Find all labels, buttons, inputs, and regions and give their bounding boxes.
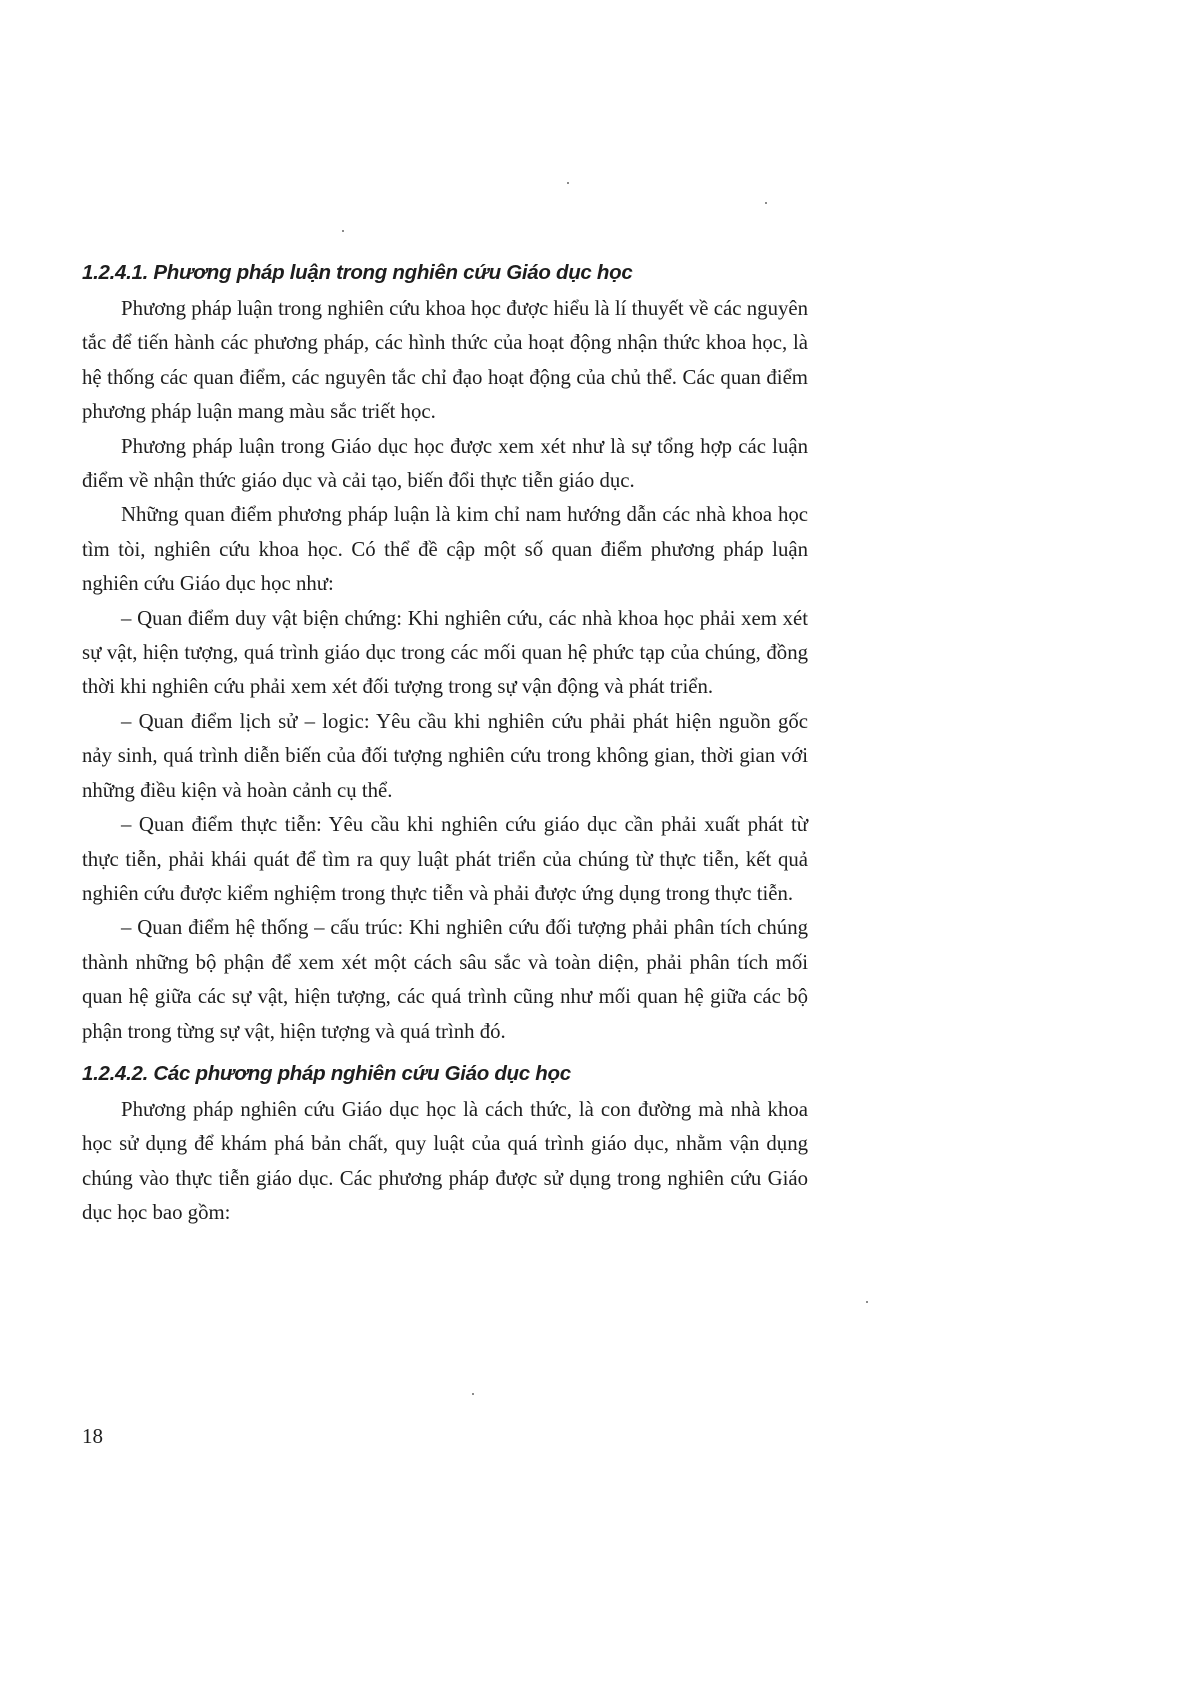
- list-item-historical-logical: – Quan điểm lịch sử – logic: Yêu cầu khi nghiên cứu phải phát hiện nguồn gốc nảy sinh, quá trình diễn biến của đối tượng nghiên cứu trong không gian, thời gian với những điều kiện và hoàn cảnh cụ thể.: [82, 709, 808, 802]
- paragraph: Phương pháp luận trong nghiên cứu khoa học được hiểu là lí thuyết về các nguyên tắc để tiến hành các phương pháp, các hình thức của hoạt động nhận thức khoa học, là hệ thống các quan điểm, các nguyên tắc chỉ đạo hoạt động của chủ thể. Các quan điểm phương pháp luận mang màu sắc triết học.: [82, 297, 808, 424]
- section-heading-1-2-4-1: 1.2.4.1. Phương pháp luận trong nghiên cứu Giáo dục học: [82, 261, 633, 284]
- list-item-practical: – Quan điểm thực tiễn: Yêu cầu khi nghiên cứu giáo dục cần phải xuất phát từ thực tiễn, phải khái quát để tìm ra quy luật phát triển của chúng từ thực tiễn, kết quả nghiên cứu được kiểm nghiệm trong thực tiễn và phải được ứng dụng trong thực tiễn.: [82, 813, 808, 905]
- paragraph: Những quan điểm phương pháp luận là kim chỉ nam hướng dẫn các nhà khoa học tìm tòi, nghiên cứu khoa học. Có thể đề cập một số quan điểm phương pháp luận nghiên cứu Giáo dục học như:: [82, 503, 808, 596]
- page-number: 18: [82, 1424, 103, 1448]
- scan-speck: [567, 182, 569, 184]
- section-heading-1-2-4-2: 1.2.4.2. Các phương pháp nghiên cứu Giáo dục học: [82, 1061, 571, 1085]
- page-body: [82, 258, 808, 1231]
- scan-speck: [342, 230, 344, 232]
- scan-speck: [866, 1301, 868, 1303]
- list-item-system-structure: – Quan điểm hệ thống – cấu trúc: Khi nghiên cứu đối tượng phải phân tích chúng thành những bộ phận để xem xét một cách sâu sắc và toàn diện, phải phân tích mối quan hệ giữa các sự vật, hiện tượng, các quá trình cũng như mối quan hệ giữa các bộ phận trong từng sự vật, hiện tượng và quá trình đó.: [82, 916, 808, 1043]
- scan-speck: [472, 1393, 474, 1395]
- paragraph: Phương pháp luận trong Giáo dục học được xem xét như là sự tổng hợp các luận điểm về nhận thức giáo dục và cải tạo, biến đổi thực tiễn giáo dục.: [82, 434, 808, 493]
- paragraph: Phương pháp nghiên cứu Giáo dục học là cách thức, là con đường mà nhà khoa học sử dụng để khám phá bản chất, quy luật của quá trình giáo dục, nhằm vận dụng chúng vào thực tiễn giáo dục. Các phương pháp được sử dụng trong nghiên cứu Giáo dục học bao gồm:: [82, 1097, 808, 1225]
- scan-speck: [765, 202, 767, 204]
- list-item-dialectical-materialism: – Quan điểm duy vật biện chứng: Khi nghiên cứu, các nhà khoa học phải xem xét sự vật, hiện tượng, quá trình giáo dục trong các mối quan hệ phức tạp của chúng, đồng thời khi nghiên cứu phải xem xét đối tượng trong sự vận động và phát triển.: [82, 606, 808, 699]
